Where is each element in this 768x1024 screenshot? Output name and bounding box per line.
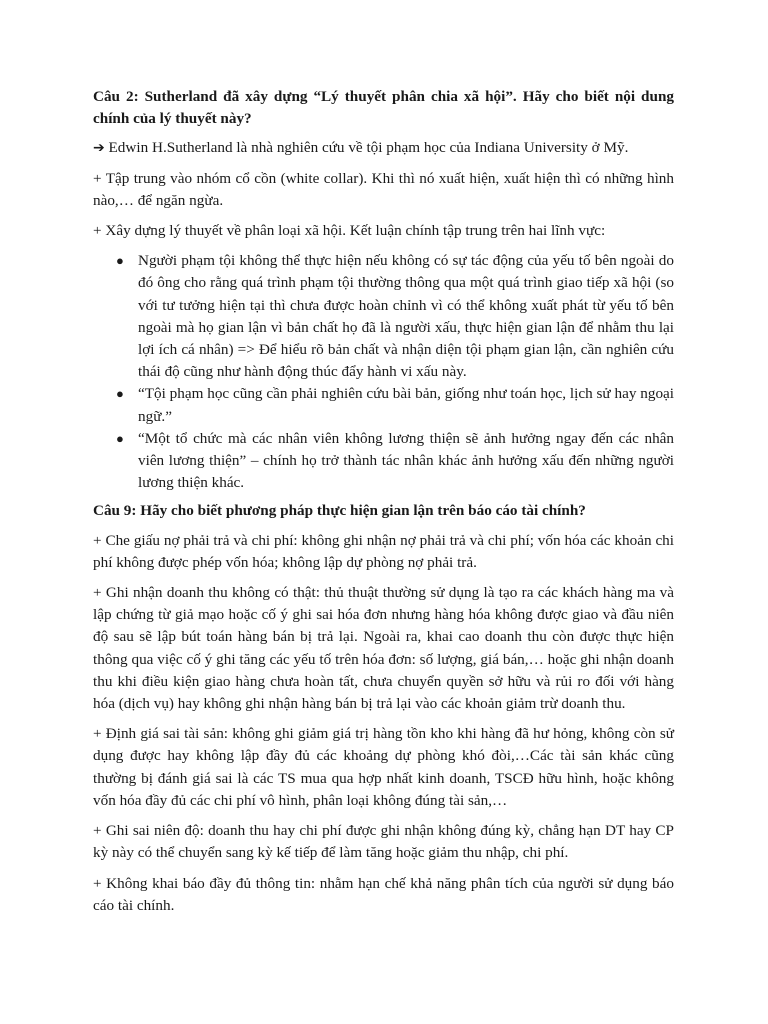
question-2-title: Câu 2: Sutherland đã xây dựng “Lý thuyết phân chia xã hội”. Hãy cho biết nội dung chính của lý thuyết này? (93, 88, 674, 128)
bullet-text: “Một tổ chức mà các nhân viên không lương thiện sẽ ảnh hưởng ngay đến các nhân viên lương thiện” – chính họ trở thành tác nhân khác ảnh hưởng xấu đến những người lương thiện khác. (138, 429, 674, 492)
question-9-paragraph: + Che giấu nợ phải trả và chi phí: không ghi nhận nợ phải trả và chi phí; vốn hóa các khoản chi phí không được phép vốn hóa; không lập dự phòng nợ phải trả. (93, 531, 674, 571)
question-9-paragraph: + Ghi sai niên độ: doanh thu hay chi phí được ghi nhận không đúng kỳ, chẳng hạn DT hay CP kỳ này có thể chuyển sang kỳ kế tiếp để làm tăng hoặc giảm thu nhập, chi phí. (93, 822, 674, 862)
question-9-paragraph: + Định giá sai tài sản: không ghi giảm giá trị hàng tồn kho khi hàng đã hư hỏng, không còn sử dụng được hay không lập đầy đủ các khoảng dự phòng khó đòi,…Các tài sản khác cũng thường bị đánh giá sai là các TS mua qua hợp nhất kinh doanh, TSCĐ hữu hình, hoặc không vốn hóa đầy đủ các chi phí vô hình, phân loại không đúng tài sản,… (93, 725, 674, 809)
question-9-paragraph: + Ghi nhận doanh thu không có thật: thủ thuật thường sử dụng là tạo ra các khách hàng ma và lập chứng từ giả mạo hoặc cố ý ghi sai hóa đơn nhưng hàng hóa không được giao và đầu niên độ sau sẽ lập bút toán hàng bán bị trả lại. Ngoài ra, khai cao doanh thu còn được thực hiện thông qua việc cố ý ghi tăng các yếu tố trên hóa đơn: số lượng, giá bán,… hoặc ghi nhận doanh thu khi điều kiện giao hàng chưa hoàn tất, chưa chuyển quyền sở hữu và rủi ro đối với hàng hóa (dịch vụ) hay không ghi nhận hàng bán bị trả lại vào các khoản giảm trừ doanh thu. (93, 584, 674, 713)
question-9-title: Câu 9: Hãy cho biết phương pháp thực hiện gian lận trên báo cáo tài chính? (93, 502, 586, 520)
document-page (93, 86, 674, 925)
bullet-dot-icon: ● (116, 386, 124, 402)
bullet-dot-icon: ● (116, 253, 124, 269)
question-2-bullet-list (93, 250, 674, 494)
bullet-dot-icon: ● (116, 430, 124, 446)
arrow-right-icon: ➔ (93, 140, 105, 157)
question-9-paragraph: + Không khai báo đầy đủ thông tin: nhằm hạn chế khả năng phân tích của người sử dụng báo cáo tài chính. (93, 874, 674, 914)
bullet-text: “Tội phạm học cũng cần phải nghiên cứu bài bản, giống như toán học, lịch sử hay ngoại ngữ.” (138, 385, 674, 425)
bullet-item (93, 428, 674, 495)
question-2-paragraph-2: + Xây dựng lý thuyết về phân loại xã hội. Kết luận chính tập trung trên hai lĩnh vực: (93, 222, 606, 240)
question-2-paragraph-1: + Tập trung vào nhóm cổ cồn (white collar). Khi thì nó xuất hiện, xuất hiện thì có những hình nào,… để ngăn ngừa. (93, 169, 674, 209)
bullet-item (93, 250, 674, 383)
question-2-intro (93, 137, 674, 159)
bullet-text: Người phạm tội không thể thực hiện nếu không có sự tác động của yếu tố bên ngoài do đó ông cho rằng quá trình phạm tội thường thông qua một quá trình giao tiếp xã hội (so với tư tưởng hiện tại thì chưa được hoàn chỉnh vì có thể không xuất phát từ yếu tố bên ngoài mà họ gian lận vì bản chất họ đã là người xấu, thực hiện gian lận để nhằm thu lại lợi ích cá nhân) => Để hiểu rõ bản chất và nhận diện tội phạm gian lận, cần nghiên cứu thái độ cũng như hành động thúc đẩy hành vi xấu này. (138, 252, 674, 381)
bullet-item (93, 383, 674, 427)
question-2-intro-text: Edwin H.Sutherland là nhà nghiên cứu về tội phạm học của Indiana University ở Mỹ. (104, 139, 629, 157)
